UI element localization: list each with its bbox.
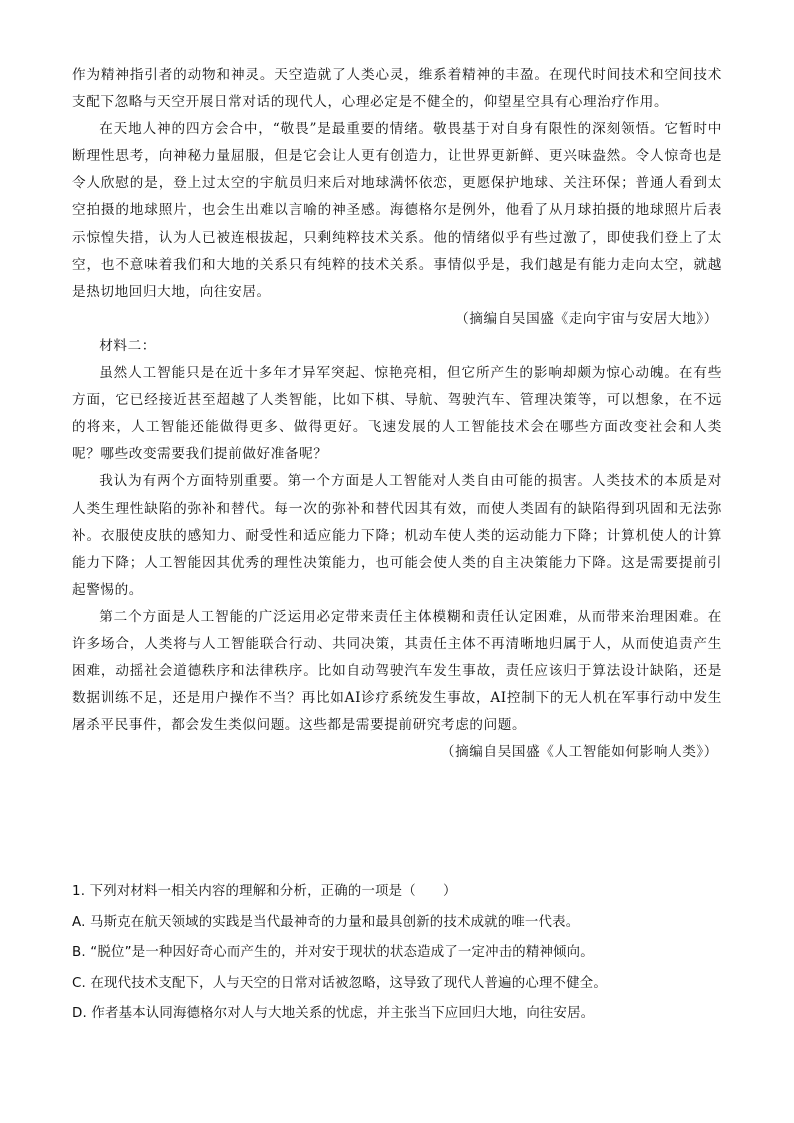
material2-label: 材料二： bbox=[99, 337, 156, 354]
option-c[interactable]: C. 在现代技术支配下，人与天空的日常对话被忽略，这导致了现代人普遍的心理不健全。 bbox=[72, 975, 607, 991]
material2-paragraph-second-aspect: 第二个方面是人工智能的广泛运用必定带来责任主体模糊和责任认定困难，从而带来治理困难。在许多场合，人类将与人工智能联合行动、共同决策，其责任主体不再清晰地归属于人，从而使追责产生困难，动摇社会道德秩序和法律秩序。比如自动驾驶汽车发生事故，责任应该归于算法设计缺陷，还是数据训练不足，还是用户操作不当？再比如AI诊疗系统发生事故，AI控制下的无人机在军事行动中发生屠杀平民事件，都会发生类似问题。这些都是需要提前研究考虑的问题。 bbox=[72, 608, 722, 734]
question-1 bbox=[72, 877, 722, 1030]
material1-source-citation: （摘编自吴国盛《走向宇宙与安居大地》） bbox=[455, 310, 718, 327]
material2-paragraph-intro: 虽然人工智能只是在近十多年才异军突起、惊艳亮相，但它所产生的影响却颇为惊心动魄。在有些方面，它已经接近甚至超越了人类智能，比如下棋、导航、驾驶汽车、管理决策等，可以想象，在不远的将来，人工智能还能做得更多、做得更好。飞速发展的人工智能技术会在哪些方面改变社会和人类呢？哪些改变需要我们提前做好准备呢？ bbox=[72, 365, 722, 463]
material1-paragraph-awe: 在天地人神的四方会合中，“敬畏”是最重要的情绪。敬畏基于对自身有限性的深刻领悟。它暂时中断理性思考，向神秘力量屈服，但是它会让人更有创造力，让世界更新鲜、更兴味盎然。令人惊奇也是令人欣慰的是，登上过太空的宇航员归来后对地球满怀依恋，更愿保护地球、关注环保；普通人看到太空拍摄的地球照片，也会生出难以言喻的神圣感。海德格尔是例外，他看了从月球拍摄的地球照片后表示惊惶失措，认为人已被连根拔起，只剩纯粹技术关系。他的情绪似乎有些过激了，即使我们登上了太空，也不意味着我们和大地的关系只有纯粹的技术关系。事情似乎是，我们越是有能力走向太空，就越是热切地回归大地，向往安居。 bbox=[72, 121, 722, 300]
option-a[interactable]: A. 马斯克在航天领域的实践是当代最神奇的力量和最具创新的技术成就的唯一代表。 bbox=[72, 914, 580, 930]
material2-source-citation: （摘编自吴国盛《人工智能如何影响人类》） bbox=[440, 744, 718, 761]
material1-paragraph-continued: 作为精神指引者的动物和神灵。天空造就了人类心灵，维系着精神的丰盈。在现代时间技术和空间技术支配下忽略与天空开展日常对话的现代人，心理必定是不健全的，仰望星空具有心理治疗作用。 bbox=[72, 67, 722, 111]
reading-passage bbox=[72, 62, 722, 766]
question-stem: 1. 下列对材料一相关内容的理解和分析，正确的一项是（ ） bbox=[72, 884, 457, 899]
material2-paragraph-first-aspect: 我认为有两个方面特别重要。第一个方面是人工智能对人类自由可能的损害。人类技术的本质是对人类生理性缺陷的弥补和替代。每一次的弥补和替代因其有效，而使人类固有的缺陷得到巩固和无法弥补。衣服使皮肤的感知力、耐受性和适应能力下降；机动车使人类的运动能力下降；计算机使人的计算能力下降；人工智能因其优秀的理性决策能力，也可能会使人类的自主决策能力下降。这是需要提前引起警惕的。 bbox=[72, 473, 722, 598]
option-b[interactable]: B. “脱位”是一种因好奇心而产生的，并对安于现状的状态造成了一定冲击的精神倾向。 bbox=[72, 945, 594, 961]
option-d[interactable]: D. 作者基本认同海德格尔对人与大地关系的忧虑，并主张当下应回归大地，向往安居。 bbox=[72, 1006, 595, 1022]
